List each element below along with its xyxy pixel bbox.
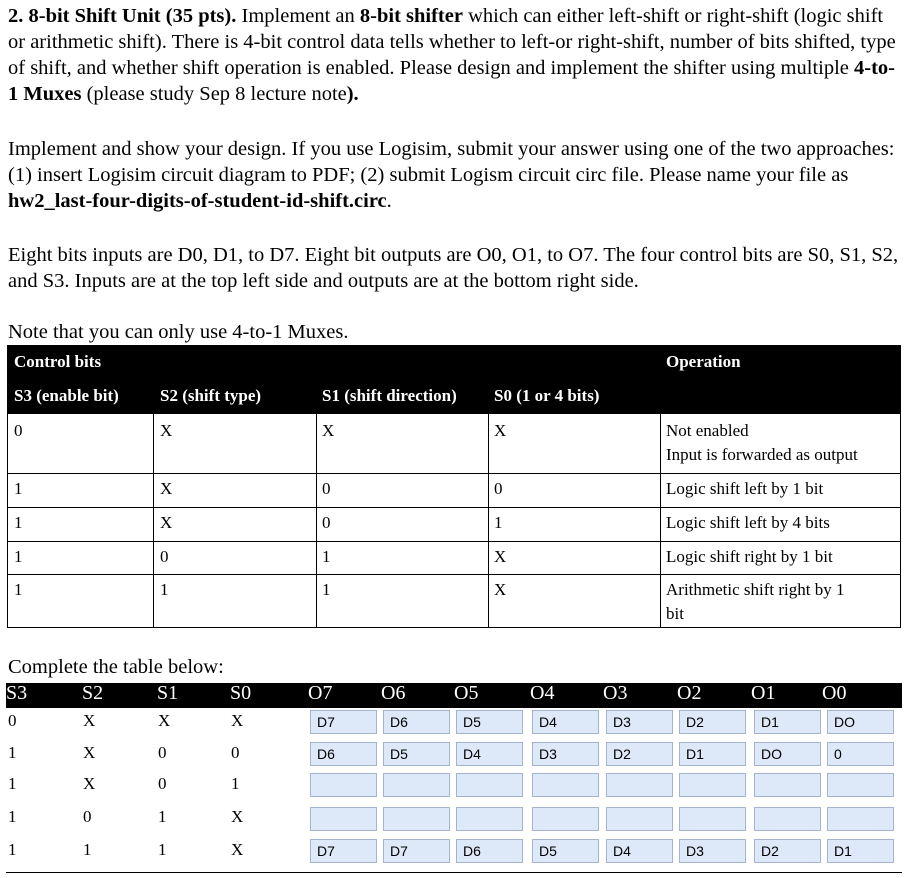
- operation-cell: Not enabled: [666, 421, 749, 440]
- col-s3: S3 (enable bit): [14, 386, 119, 405]
- table-cell: X: [83, 774, 96, 793]
- output-field[interactable]: [827, 807, 894, 831]
- operation-heading: Operation: [666, 352, 741, 371]
- table-cell: 0: [322, 513, 331, 532]
- table-cell: 0: [494, 479, 503, 498]
- col-o6: O6: [381, 682, 406, 704]
- table-cell: 1: [14, 513, 23, 532]
- output-field[interactable]: D3: [532, 742, 599, 766]
- col-s0: S0: [230, 682, 252, 704]
- table-cell: 0: [322, 479, 331, 498]
- table-cell: X: [160, 513, 173, 532]
- table-cell: X: [158, 711, 171, 730]
- output-table-header: [6, 683, 902, 708]
- output-field[interactable]: D1: [827, 839, 894, 863]
- control-table-header-top: [8, 346, 900, 381]
- table-cell: X: [231, 711, 244, 730]
- output-field[interactable]: D5: [383, 742, 450, 766]
- output-field[interactable]: [679, 773, 746, 797]
- col-o0: O0: [822, 682, 847, 704]
- operation-cell: Logic shift left by 4 bits: [666, 513, 830, 532]
- output-field[interactable]: DO: [827, 710, 894, 734]
- submission-paragraph: Implement and show your design. If you use Logisim, submit your answer using one of the two approaches: (1) insert Logisim circuit diagram to PDF; (2) submit Logism circuit circ file. Please name your file as hw2_last-four-digits-of-student-id-shift.circ.: [8, 138, 895, 212]
- output-field[interactable]: D2: [754, 839, 821, 863]
- output-field[interactable]: [532, 773, 599, 797]
- io-paragraph: Eight bits inputs are D0, D1, to D7. Eight bit outputs are O0, O1, to O7. The four control bits are S0, S1, S2, and S3. Inputs are at the top left side and outputs are at the bottom right side.: [8, 244, 899, 292]
- table-cell: 1: [158, 840, 167, 859]
- col-o5: O5: [454, 682, 479, 704]
- col-s1: S1 (shift direction): [322, 386, 457, 405]
- table-cell: X: [231, 840, 244, 859]
- divider: [153, 414, 154, 628]
- table-cell: X: [231, 807, 244, 826]
- table-cell: 1: [158, 807, 167, 826]
- output-field[interactable]: [679, 807, 746, 831]
- table-cell: 0: [83, 807, 92, 826]
- output-field[interactable]: D6: [383, 710, 450, 734]
- operation-cell: Logic shift left by 1 bit: [666, 479, 824, 498]
- table-cell: X: [494, 421, 507, 440]
- output-field[interactable]: D4: [456, 742, 523, 766]
- output-field[interactable]: [383, 807, 450, 831]
- col-o2: O2: [677, 682, 702, 704]
- table-cell: 1: [14, 547, 23, 566]
- question-paragraph: 2. 8-bit Shift Unit (35 pts). Implement an 8-bit shifter which can either left-shift or right-shift (logic shift or arithmetic shift). There is 4-bit control data tells whether to left-or right-shift, number of bits shifted, type of shift, and whether shift operation is enabled. Please design and implement the shifter using multiple 4-to-1 Muxes (please study Sep 8 lecture note).: [8, 5, 896, 105]
- output-field[interactable]: [456, 773, 523, 797]
- output-field[interactable]: [310, 807, 377, 831]
- table-cell: 0: [14, 421, 23, 440]
- control-bits-heading: Control bits: [14, 352, 102, 371]
- col-s1: S1: [157, 682, 179, 704]
- table-cell: X: [160, 479, 173, 498]
- output-field[interactable]: D1: [754, 710, 821, 734]
- table-cell: 1: [14, 479, 23, 498]
- col-s0: S0 (1 or 4 bits): [494, 386, 600, 405]
- complete-instruction: Complete the table below:: [8, 656, 224, 678]
- table-cell: 1: [8, 807, 17, 826]
- output-field[interactable]: D4: [606, 839, 673, 863]
- output-field[interactable]: [532, 807, 599, 831]
- control-table-header-cols: [8, 381, 900, 414]
- output-field[interactable]: 0: [827, 742, 894, 766]
- table-cell: 1: [14, 580, 23, 599]
- output-field[interactable]: D7: [310, 839, 377, 863]
- col-s2: S2: [82, 682, 104, 704]
- output-field[interactable]: DO: [754, 742, 821, 766]
- table-cell: 0: [158, 743, 167, 762]
- output-field[interactable]: D7: [383, 839, 450, 863]
- divider: [316, 414, 317, 628]
- divider: [488, 414, 489, 628]
- output-field[interactable]: [456, 807, 523, 831]
- table-cell: 1: [8, 840, 17, 859]
- table-cell: 1: [322, 547, 331, 566]
- mux-note: Note that you can only use 4-to-1 Muxes.: [8, 321, 349, 343]
- output-field[interactable]: [383, 773, 450, 797]
- table-cell: 0: [8, 711, 17, 730]
- divider: [6, 872, 902, 873]
- col-s3: S3: [6, 682, 28, 704]
- output-field[interactable]: [606, 773, 673, 797]
- divider: [8, 541, 900, 542]
- table-cell: 1: [8, 774, 17, 793]
- operation-cell: bit: [666, 604, 684, 623]
- output-field[interactable]: D2: [606, 742, 673, 766]
- col-o1: O1: [751, 682, 776, 704]
- table-cell: 0: [158, 774, 167, 793]
- divider: [8, 473, 900, 474]
- table-cell: 1: [322, 580, 331, 599]
- output-field[interactable]: D5: [532, 839, 599, 863]
- output-field[interactable]: D7: [310, 710, 377, 734]
- divider: [660, 414, 661, 628]
- output-field[interactable]: D6: [456, 839, 523, 863]
- table-cell: 1: [231, 774, 240, 793]
- output-field[interactable]: [310, 773, 377, 797]
- operation-cell: Arithmetic shift right by 1: [666, 580, 845, 599]
- control-table: [7, 345, 901, 628]
- table-cell: X: [494, 580, 507, 599]
- divider: [8, 507, 900, 508]
- table-cell: X: [83, 711, 96, 730]
- output-field[interactable]: D5: [456, 710, 523, 734]
- output-field[interactable]: [827, 773, 894, 797]
- output-field[interactable]: [606, 807, 673, 831]
- operation-cell: Input is forwarded as output: [666, 445, 858, 464]
- table-cell: X: [494, 547, 507, 566]
- table-cell: 0: [160, 547, 169, 566]
- output-field[interactable]: D6: [310, 742, 377, 766]
- col-o4: O4: [530, 682, 555, 704]
- output-field[interactable]: [754, 773, 821, 797]
- filename: hw2_last-four-digits-of-student-id-shift.circ: [8, 190, 387, 212]
- table-cell: X: [322, 421, 335, 440]
- table-cell: X: [160, 421, 173, 440]
- output-field[interactable]: D4: [532, 710, 599, 734]
- output-field[interactable]: D2: [679, 710, 746, 734]
- table-cell: 1: [8, 743, 17, 762]
- output-field[interactable]: [754, 807, 821, 831]
- question-title: 2. 8-bit Shift Unit (35 pts).: [8, 5, 237, 27]
- output-field[interactable]: D3: [679, 839, 746, 863]
- table-cell: 1: [83, 840, 92, 859]
- table-cell: 0: [231, 743, 240, 762]
- table-cell: X: [83, 743, 96, 762]
- col-o7: O7: [308, 682, 333, 704]
- output-field[interactable]: D3: [606, 710, 673, 734]
- col-o3: O3: [603, 682, 628, 704]
- output-field[interactable]: D1: [679, 742, 746, 766]
- col-s2: S2 (shift type): [160, 386, 262, 405]
- table-cell: 1: [160, 580, 169, 599]
- operation-cell: Logic shift right by 1 bit: [666, 547, 833, 566]
- table-cell: 1: [494, 513, 503, 532]
- divider: [8, 574, 900, 575]
